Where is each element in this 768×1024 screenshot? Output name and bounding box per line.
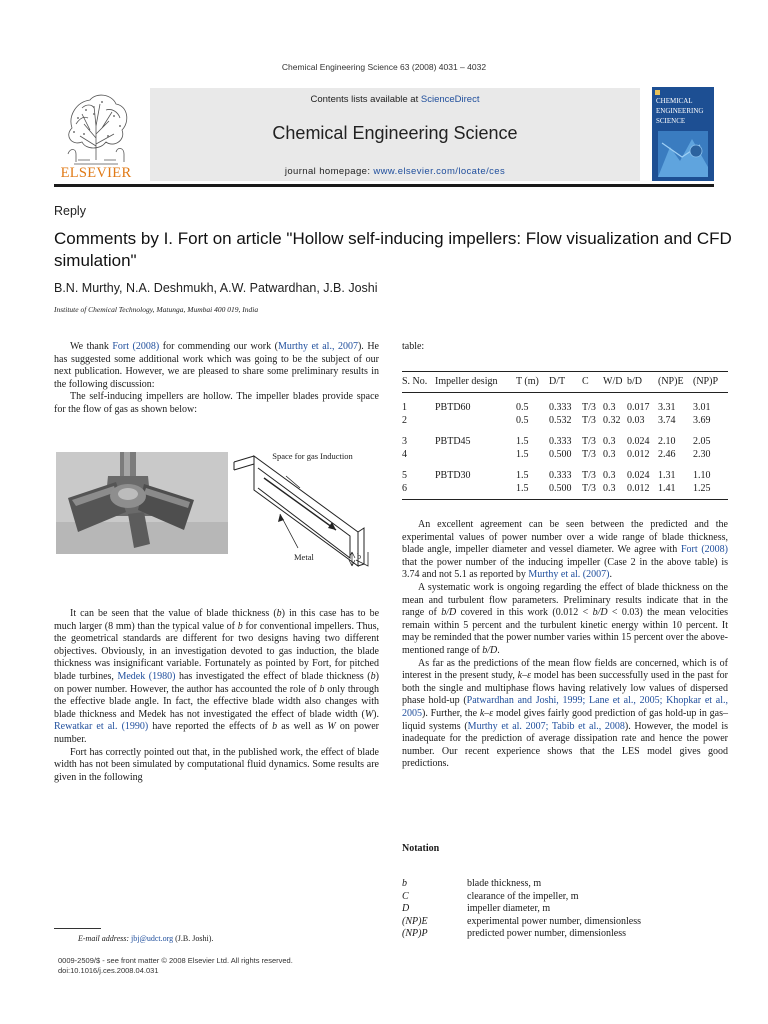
table-cell: T/3 [582,448,596,460]
table-cell: 0.333 [549,402,572,413]
notation-definition: clearance of the impeller, m [467,890,579,902]
table-cell: 0.333 [549,436,572,447]
column-header: T (m) [516,372,549,393]
text-run: ). He has suggested some additional work which was going to be the subject of our next publication. However, we are pleased to share some preliminary results in the following discussion: [54,341,379,390]
sciencedirect-link[interactable]: ScienceDirect [420,94,480,105]
column-header: D/T [549,372,582,393]
table-cell: 0.532 [549,414,572,426]
table-cell: 1.41 [658,483,693,500]
table-cell: T/3 [582,402,596,413]
table-cell: 0.012 [627,483,658,500]
text-run: model gives fairly good prediction of gas hold-up in gas–liquid systems ( [402,707,728,732]
citation-link[interactable]: Murthy et al., 2007 [277,341,358,352]
math-symbol: k–ε [517,670,532,682]
text-run: model has been successfully used in the past for both the single and multiphase flows having relatively low values of dispersed phase hold-up ( [402,670,728,707]
table-cell: 2.46 [658,448,676,460]
text-run: only through the effective blade angle. In fact, the effective blade width also changes with blade thickness and Medek has not investigated the effect of blade width ( [54,683,379,720]
table-cell: 1.10 [693,470,711,481]
notation-item [402,916,728,929]
table-header-row [402,372,728,393]
cover-title: CHEMICAL ENGINEERING SCIENCE [656,97,704,125]
column-header: (NP)P [693,372,728,393]
table-cell: 6 [402,483,435,500]
table-cell: T/3 [582,414,596,426]
math-symbol: W [327,721,336,733]
text-run: ). Further, the [422,707,480,719]
notation-item [402,903,728,916]
copyright-line: 0009-2509/$ - see front matter © 2008 Elsevier Ltd. All rights reserved. [58,956,293,965]
footnote-rule [54,928,101,929]
table-cell: T/3 [582,470,596,481]
journal-title: Chemical Engineering Science [272,123,518,143]
table-cell: 0.500 [549,483,582,500]
table-intro: table: [402,341,425,352]
table-cell: 2.05 [693,436,711,447]
notation-definition: impeller diameter, m [467,903,551,915]
citation-link[interactable]: Fort (2008) [680,544,728,556]
right-column-discussion [402,519,728,771]
citation-link[interactable]: Rewatkar et al. (1990) [54,721,149,733]
notation-definition: predicted power number, dimensionless [467,928,627,940]
column-header: W/D [603,372,627,393]
doi-line: doi:10.1016/j.ces.2008.04.031 [58,966,159,975]
elsevier-wordmark: ELSEVIER [60,165,132,181]
paragraph [54,608,379,747]
table-cell: 1.5 [516,436,529,447]
notation-symbol: (NP)E [402,915,428,927]
table-cell: 2.10 [658,436,676,447]
text-run: ). [373,708,379,720]
notation-symbol: (NP)P [402,928,428,940]
table-row [402,415,728,428]
table-cell: PBTD30 [435,470,471,481]
homepage-prefix: journal homepage: [284,166,374,177]
text-run: < 0.03) the mean velocities remain within 5 percent and the turbulent kinetic energy within 10 percent. It may be reminded that the power number varies within 15 percent over the above-mentioned range of [402,607,728,656]
table-cell: 3.69 [693,414,711,426]
figure-label-gas-space: Space for gas Induction [272,451,353,461]
table-cell: 1.5 [516,483,549,500]
table-cell: PBTD45 [435,436,471,447]
notation-symbol: b [402,878,407,889]
text-run: for commending our work ( [159,341,278,352]
table-cell: 1.5 [516,470,529,481]
authors: B.N. Murthy, N.A. Deshmukh, A.W. Patwardhan, J.B. Joshi [54,281,378,295]
table-cell [435,415,516,428]
table-cell: 3 [402,436,407,447]
table-cell: 0.024 [627,436,650,447]
table-cell: PBTD60 [435,402,471,413]
math-symbol: k–ε [479,707,494,719]
table-cell: 0.3 [603,448,616,460]
table-row [402,393,728,415]
table-cell: 0.3 [603,470,616,481]
table-cell: 3.01 [693,402,711,413]
text-run: An excellent agreement can be seen between the predicted and the experimental values of power number over a wide range of blade thickness, blade angle, impeller diameter and vessel diameter. We agree with [402,519,728,556]
column-header: C [582,372,603,393]
table-cell: 3.31 [658,402,676,413]
header-rule [54,184,714,187]
corresponding-author-footnote [78,934,213,943]
table-row [402,461,728,483]
table-cell: 2 [402,414,407,426]
table-cell: 0.012 [627,448,650,460]
table-cell: 0.024 [627,470,650,481]
left-column-intro [54,341,379,417]
column-header: Impeller design [435,372,516,393]
table-cell: 0.500 [549,448,572,460]
table-cell: 1.25 [693,483,728,500]
notation-item [402,928,728,941]
notation-definition: experimental power number, dimensionless [467,915,641,927]
table-row [402,483,728,500]
table-cell: 0.3 [603,402,616,413]
paragraph [402,519,728,582]
notation-list [402,878,728,941]
column-header: b/D [627,372,658,393]
table-cell [435,483,516,500]
table-cell: 0.32 [603,414,621,426]
page-footer [58,956,293,976]
table-cell: 0.03 [627,414,645,426]
text-run: has investigated the effect of blade thickness ( [175,670,371,682]
blade-cross-section-diagram [228,448,380,584]
journal-reference: Chemical Engineering Science 63 (2008) 4031 – 4032 [281,62,487,72]
math-symbol: b/D [441,607,457,619]
math-symbol: b/D [482,644,498,656]
citation-link[interactable]: Medek (1980) [117,670,176,682]
article-type: Reply [54,204,86,218]
journal-homepage-link[interactable]: www.elsevier.com/locate/ces [373,166,506,177]
citation-link[interactable]: Murthy et al. (2007) [528,569,610,581]
citation-link[interactable]: Fort (2008) [112,341,160,352]
table-cell: 0.5 [516,414,529,426]
text-run: ) on power number. However, the author has accounted the role of [54,670,379,695]
notation-item [402,891,728,904]
table-cell: 4 [402,448,407,460]
column-header: S. No. [402,372,435,393]
text-run: . [497,644,500,656]
table-cell: T/3 [582,436,596,447]
text-run: ). However, the model is inadequate for the prediction of average dissipation rate and hence the power number. Our recent experience shows that the LES model gives good predictions. [402,720,729,770]
figure-label-b: b [357,552,361,561]
table-cell: 0.017 [627,402,650,413]
text-run: As far as the predictions of the mean flow fields are concerned, which is of interest in the present study, [402,657,728,682]
footnote-name: (J.B. Joshi). [173,934,214,943]
table-cell: 0.3 [603,483,627,500]
paragraph [54,341,379,391]
notation-definition: blade thickness, m [467,878,542,889]
table-cell: 0.333 [549,470,572,481]
table-cell: 1.31 [658,470,676,481]
text-run: A systematic work is ongoing regarding the effect of blade thickness on the mean and turbulent flow parameters. Preliminary results indicate that in the range of [402,581,728,619]
text-run: ) in this case has to be much larger (8 mm) than the typical value of [54,608,380,632]
math-symbol: b [370,670,376,682]
email-link[interactable]: jbj@udct.org [131,934,174,943]
power-number-table [402,371,728,500]
text-run: that the power number of the inducing impeller (Case 2 in the above table) is 3.74 and not 5.1 as reported by [402,556,728,581]
table-cell: 0.3 [603,436,616,447]
citation-link[interactable]: Patwardhan and Joshi, 1999; Lane et al., 2005; Khopkar et al., 2005 [402,695,728,719]
paragraph: Fort has correctly pointed out that, in the published work, the effect of blade width has not been simulated by computational fluid dynamics. Some results are given in the following [54,746,379,783]
impeller-photo [56,452,228,554]
math-symbol: b [319,683,325,695]
journal-homepage-line [150,166,640,177]
notation-symbol: C [402,890,409,902]
text-run: It can be seen that the value of blade thickness ( [70,608,277,619]
article-title: Comments by I. Fort on article "Hollow self-inducing impellers: Flow visualization and CFD simulation" [54,229,732,270]
table-cell [435,449,516,462]
text-run: have reported the effects of [148,721,273,733]
notation-item [402,878,728,891]
text-run: covered in this work (0.012 < [456,607,593,619]
notation-heading: Notation [402,843,440,854]
math-symbol: b/D [592,607,608,619]
table-row [402,427,728,449]
table-cell: T/3 [582,483,603,500]
paragraph [402,658,728,771]
table-cell: 1 [402,402,407,413]
left-column-discussion [54,608,379,784]
table-cell: 0.5 [516,402,529,413]
text-run: We thank [70,341,113,352]
paragraph [402,582,728,658]
column-header: (NP)E [658,372,693,393]
table-row [402,449,728,462]
contents-prefix: Contents lists available at [310,94,421,105]
text-run: for conventional impellers. Thus, the geometrical standards are different for two designs having two different objectives. Obviously, in an investigation devoted to gas induction, the blade thickness was insignificant variable. Fortunately as pointed by Fort, for pitched blade turbines, [54,620,380,682]
text-run: on power number. [54,721,379,745]
table-cell: 3.74 [658,414,676,426]
citation-link[interactable]: Murthy et al. 2007; Tabib et al., 2008 [467,720,625,732]
text-run: as well as [277,721,328,733]
figure-label-metal: Metal [294,552,314,562]
footnote-label: E-mail address: [78,934,132,943]
math-symbol: b [272,721,278,733]
math-symbol: b [276,608,282,619]
notation-symbol: D [402,903,410,915]
contents-available-line [150,94,640,105]
paragraph: The self-inducing impellers are hollow. The impeller blades provide space for the flow of gas as shown below: [54,391,379,415]
text-run: . [609,569,612,581]
table-cell: 1.5 [516,448,529,460]
table-cell: 2.30 [693,448,711,460]
table-cell: 5 [402,470,407,481]
math-symbol: W [364,708,374,720]
affiliation: Institute of Chemical Technology, Matunga, Mumbai 400 019, India [54,305,259,314]
math-symbol: b [237,620,243,632]
